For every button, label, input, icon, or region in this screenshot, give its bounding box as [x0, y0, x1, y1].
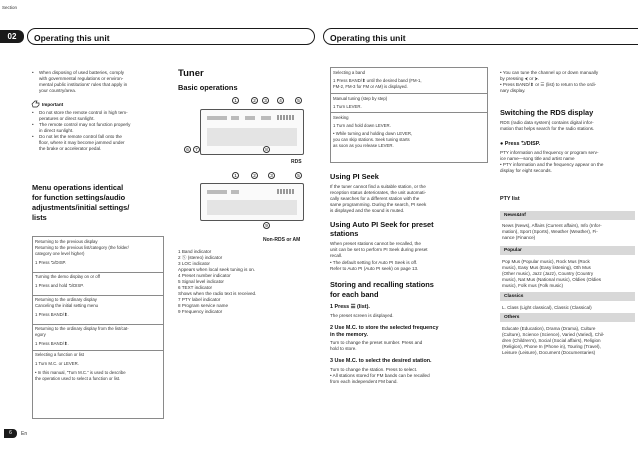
table-cell-text: Canceling the initial setting menu — [35, 303, 99, 308]
box-text: Seeking — [333, 115, 349, 120]
pi-seek-text: cally searches for a different station with the — [330, 196, 420, 201]
stereo-indicator-shape — [231, 116, 239, 120]
step-3-text: Turn to change the station. Press to select. — [330, 367, 418, 372]
auto-pi-text: Refer to Auto PI (Auto PI seek) on page 13. — [330, 266, 419, 271]
tuning-bullet: nary display. — [500, 88, 526, 93]
legend-item: 2 Ⓢ (stereo) indicator — [178, 255, 223, 260]
pty-entry: music), Folk mus (Folk music) — [502, 283, 563, 288]
storing-heading: for each band — [330, 290, 379, 299]
tuning-bullet: • You can tune the channel up or down manually — [500, 70, 599, 75]
pty-entry: music), Easy Mus (Easy listening), Oth Mus — [502, 265, 591, 270]
box-text: you can skip stations. Seek tuning starts — [333, 137, 410, 142]
auto-pi-heading: stations — [330, 229, 359, 238]
signal-level-shape — [277, 189, 295, 194]
important-line: Do not let the remote control fall onto the — [39, 134, 122, 139]
rds-text: mation that helps search for the radio stations. — [500, 126, 595, 131]
table-cell-text: 1 Press BAND/⬍. — [35, 341, 69, 346]
table-divider — [33, 350, 163, 351]
table-divider — [33, 324, 163, 325]
legend-item: 7 PTY label indicator — [178, 297, 221, 302]
pty-list-heading: PTY list — [500, 196, 520, 202]
tuning-bullet: • Press BAND/⬍ or ☰ (list) to return to the ordi- — [500, 82, 597, 87]
pty-entry: News (News), Affairs (Current affairs), Info (Infor- — [502, 223, 602, 228]
table-cell-text: the operation used to select a function or list. — [35, 376, 121, 381]
box-text: FM-2, FM-3 for FM or AM) is displayed. — [333, 84, 408, 89]
callout-marker: 4 — [277, 97, 284, 104]
pty-entry: music), Nat Mus (National music), Oldies (Oldies — [502, 277, 602, 282]
important-line: the brake or accelerator pedal. — [39, 146, 102, 151]
section-label: Section — [2, 5, 18, 10]
auto-pi-text: recall. — [330, 253, 343, 258]
loc-indicator-shape — [245, 116, 255, 120]
rds-display-diagram — [200, 109, 304, 155]
box-text: • While turning and holding down LEVER, — [333, 131, 413, 136]
callout-marker: 1 — [232, 97, 239, 104]
battery-bullet-line: your country/area. — [39, 88, 77, 93]
header-title-right: Operating this unit — [330, 32, 406, 43]
pty-text: display for eight seconds. — [500, 168, 552, 173]
step-1-text: The preset screen is displayed. — [330, 313, 394, 318]
table-divider — [33, 295, 163, 296]
rds-label: RDS — [291, 159, 302, 165]
stereo-indicator-shape — [231, 190, 239, 194]
pi-seek-heading: Using PI Seek — [330, 172, 379, 181]
table-cell-text: 1 Turn M.C. or LEVER. — [35, 361, 79, 366]
menu-ops-heading: lists — [32, 213, 47, 222]
important-line: Do not store the remote control in high tem- — [39, 110, 128, 115]
band-indicator-shape — [207, 116, 227, 120]
table-cell-text: 1 Press and hold ⮌/DISP. — [35, 283, 84, 288]
service-name-area — [207, 128, 297, 146]
header-title-left: Operating this unit — [34, 32, 110, 43]
step-3-text: • All stations stored for FM bands can be recalled — [330, 373, 430, 378]
pty-entry: Pop Mus (Popular music), Rock Mus (Rock — [502, 259, 590, 264]
callout-marker: 2 — [251, 97, 258, 104]
pty-category-name: Classics — [504, 294, 524, 299]
table-cell-text: category one level higher) — [35, 251, 85, 256]
legend-item: 8 Program service name — [178, 303, 229, 308]
step-2-title: in the memory. — [330, 332, 368, 338]
table-cell-text: Returning to the previous display — [35, 239, 98, 244]
step-2-text: hold to store. — [330, 346, 357, 351]
signal-level-shape — [277, 115, 295, 120]
page-number-tab: 6 — [4, 429, 17, 438]
pi-seek-text: reception status deteriorates, the unit automati- — [330, 190, 427, 195]
pty-text: PTY information and frequency or program serv- — [500, 150, 599, 155]
tuner-heading: Tuner — [178, 68, 204, 79]
important-bullet: • — [32, 110, 34, 115]
battery-bullet-line: with governmental regulations or environ- — [39, 76, 124, 81]
basic-operations-heading: Basic operations — [178, 83, 238, 92]
pty-category-name: Popular — [504, 248, 522, 253]
rds-text: RDS (radio data system) contains digital infor- — [500, 120, 594, 125]
important-line: peratures or direct sunlight. — [39, 116, 95, 121]
pty-category-header — [500, 211, 635, 220]
tuning-bullet: by pressing ⮜ or ⮞. — [500, 76, 540, 81]
callout-marker: 7 — [193, 146, 200, 153]
legend-item: 6 TEXT indicator — [178, 285, 213, 290]
legend-item: Appears when local seek tuning is on. — [178, 267, 256, 272]
pty-entry: Educate (Education), Drama (Drama), Culture — [502, 326, 596, 331]
pty-entry: (Other music), Jazz (Jazz), Country (Country — [502, 271, 594, 276]
box-text: 1 Turn LEVER. — [333, 104, 362, 109]
legend-item: 9 Frequency indicator — [178, 309, 223, 314]
callout-marker: 5 — [295, 97, 302, 104]
non-rds-display-diagram — [200, 183, 304, 221]
menu-ops-heading: Menu operations identical — [32, 183, 124, 192]
legend-item: 4 Preset number indicator — [178, 273, 231, 278]
pty-category-header — [500, 246, 635, 255]
pty-category-name: Others — [504, 315, 520, 320]
auto-pi-text: unit can be set to perform PI Seek during preset — [330, 247, 428, 252]
callout-marker: 6 — [184, 146, 191, 153]
table-cell-text: • In this manual, “Turn M.C.” is used to describe — [35, 370, 126, 375]
auto-pi-text: • The default setting for Auto PI Seek is off. — [330, 260, 418, 265]
pty-entry: (Religion), Phone In (Phone in), Touring (Travel), — [502, 344, 601, 349]
callout-marker: 9 — [263, 222, 270, 229]
pty-entry: dren (Children's), Social (Social affairs), Religion — [502, 338, 601, 343]
page-header-right — [323, 28, 638, 45]
box-text: as soon as you release LEVER. — [333, 143, 394, 148]
important-bullet: • — [32, 122, 34, 127]
important-bullet: • — [32, 134, 34, 139]
legend-item: 1 Band indicator — [178, 249, 212, 254]
table-cell-text: Returning to the ordinary display from the list/cat- — [35, 326, 129, 331]
pi-seek-text: If the tuner cannot find a suitable station, or the — [330, 184, 426, 189]
callout-marker: 2 — [251, 172, 258, 179]
table-divider — [33, 272, 163, 273]
pty-category-name: News&Inf — [504, 213, 526, 218]
callout-marker: 3 — [268, 172, 275, 179]
table-cell-text: 1 Press BAND/⬍. — [35, 312, 69, 317]
pty-entry: nance (Finance) — [502, 235, 536, 240]
box-text: Selecting a band — [333, 70, 366, 75]
important-line: The remote control may not function properly — [39, 122, 131, 127]
table-cell-text: Returning to the previous list/category (the folder/ — [35, 245, 129, 250]
callout-marker: 5 — [295, 172, 302, 179]
press-disp-step: ● Press ⮌/DISP. — [500, 141, 541, 147]
important-title: Important — [42, 102, 64, 107]
table-cell-text: Turning the demo display on or off — [35, 274, 100, 279]
important-line: in direct sunlight. — [39, 128, 74, 133]
preset-indicator-shape — [261, 116, 271, 120]
table-cell-text: egory — [35, 332, 46, 337]
important-hand-icon — [31, 100, 40, 108]
auto-pi-heading: Using Auto PI Seek for preset — [330, 220, 434, 229]
menu-ops-heading: for function settings/audio — [32, 193, 126, 202]
pi-seek-text: same programming. During the search, PI seek — [330, 202, 427, 207]
pty-entry: L. Class (Light classical), Classic (Classical) — [502, 305, 592, 310]
box-text: 1 Press BAND/⬍ until the desired band (FM-1, — [333, 78, 422, 83]
callout-marker: 8 — [263, 146, 270, 153]
pty-category-header — [500, 292, 635, 301]
non-rds-label: Non-RDS or AM — [263, 237, 301, 243]
step-1-title: 1 Press ☰ (list). — [330, 304, 370, 310]
step-3-text: from each independent FM band. — [330, 379, 398, 384]
pty-text: • PTY information and the frequency appear on the — [500, 162, 604, 167]
pty-entry: (Culture), Science (Science), Varied (Varied), Chil- — [502, 332, 605, 337]
table-divider — [331, 112, 487, 113]
auto-pi-text: When preset stations cannot be recalled, the — [330, 241, 421, 246]
table-divider — [331, 93, 487, 94]
frequency-area — [207, 200, 297, 215]
pi-seek-text: is displayed and the sound is muted. — [330, 208, 405, 213]
callout-marker: 1 — [232, 172, 239, 179]
battery-bullet-line: mental public institutions' rules that apply in — [39, 82, 128, 87]
language-label: En — [21, 431, 28, 437]
table-cell-text: Selecting a function or list — [35, 352, 84, 357]
pty-text: ice name—song title and artist name — [500, 156, 575, 161]
important-line: floor, where it may become jammed under — [39, 140, 125, 145]
page-header-left — [27, 28, 315, 45]
box-text: Manual tuning (step by step) — [333, 96, 388, 101]
storing-heading: Storing and recalling stations — [330, 280, 434, 289]
pty-entry: Leisure (Leisure), Document (Documentaries) — [502, 350, 596, 355]
table-cell-text: Returning to the ordinary display — [35, 297, 97, 302]
step-2-title: 2 Use M.C. to store the selected frequency — [330, 325, 439, 331]
table-cell-text: 1 Press ⮌/DISP. — [35, 260, 67, 265]
rds-display-heading: Switching the RDS display — [500, 108, 594, 117]
step-2-text: Turn to change the preset number. Press and — [330, 340, 423, 345]
battery-bullet-mark: • — [32, 70, 34, 75]
band-indicator-shape — [207, 190, 227, 194]
pty-entry: mation), Sport (Sports), Weather (Weather), Fi- — [502, 229, 598, 234]
step-3-title: 3 Use M.C. to select the desired station. — [330, 358, 432, 364]
menu-ops-heading: adjustments/initial settings/ — [32, 203, 130, 212]
callout-marker: 3 — [262, 97, 269, 104]
pty-category-header — [500, 313, 635, 322]
legend-item: 3 LOC indicator — [178, 261, 210, 266]
box-text: 1 Turn and hold down LEVER. — [333, 123, 391, 128]
section-number-tab: 02 — [0, 30, 24, 43]
legend-item: 5 Signal level indicator — [178, 279, 224, 284]
battery-bullet-line: When disposing of used batteries, comply — [39, 70, 125, 75]
legend-item: Shows when the radio text is received. — [178, 291, 257, 296]
